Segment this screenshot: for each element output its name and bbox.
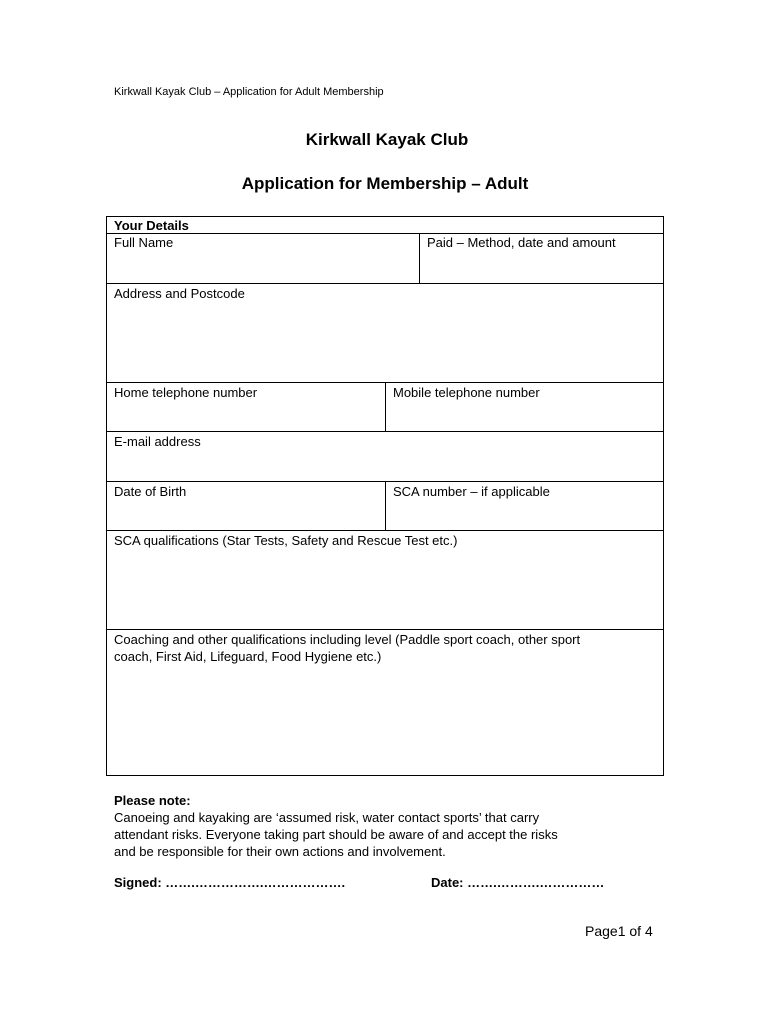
section-heading: Your Details bbox=[114, 218, 189, 233]
heading-divider bbox=[107, 233, 419, 234]
dob-label: Date of Birth bbox=[114, 484, 187, 499]
email-field[interactable] bbox=[107, 432, 663, 482]
full-name-field[interactable] bbox=[107, 217, 419, 283]
coaching-label-line1: Coaching and other qualifications including level (Paddle sport coach, other sport bbox=[114, 632, 581, 647]
row-phones bbox=[107, 382, 663, 432]
note-line: attendant risks. Everyone taking part should be aware of and accept the risks bbox=[114, 827, 558, 842]
note-heading: Please note: bbox=[114, 793, 191, 808]
sca-number-label: SCA number – if applicable bbox=[393, 484, 550, 499]
coaching-field[interactable] bbox=[107, 630, 663, 775]
form-title: Application for Membership – Adult bbox=[241, 174, 529, 193]
note-line: and be responsible for their own actions and involvement. bbox=[114, 844, 446, 859]
mobile-phone-field[interactable] bbox=[385, 383, 663, 432]
home-phone-field[interactable] bbox=[107, 383, 385, 432]
signed-field[interactable]: Signed: …….…………….………………. bbox=[114, 875, 346, 890]
club-title: Kirkwall Kayak Club bbox=[305, 130, 469, 149]
row-coaching bbox=[107, 629, 663, 775]
address-label: Address and Postcode bbox=[114, 286, 245, 301]
sca-quals-label: SCA qualifications (Star Tests, Safety and Rescue Test etc.) bbox=[114, 533, 458, 548]
please-note bbox=[114, 792, 654, 860]
email-label: E-mail address bbox=[114, 434, 201, 449]
dob-field[interactable] bbox=[107, 482, 385, 531]
sca-number-field[interactable] bbox=[385, 482, 663, 531]
coaching-label-line2: coach, First Aid, Lifeguard, Food Hygiene etc.) bbox=[114, 649, 382, 664]
date-field[interactable]: Date: …….……….…………… bbox=[431, 875, 605, 890]
row-address bbox=[107, 283, 663, 383]
mobile-phone-label: Mobile telephone number bbox=[393, 385, 540, 400]
row-dob bbox=[107, 481, 663, 531]
note-line: Canoeing and kayaking are ‘assumed risk, water contact sports’ that carry bbox=[114, 810, 540, 825]
page-number: Page1 of 4 bbox=[585, 923, 653, 939]
address-field[interactable] bbox=[107, 284, 663, 383]
running-header: Kirkwall Kayak Club – Application for Adult Membership bbox=[114, 86, 384, 98]
paid-label: Paid – Method, date and amount bbox=[427, 235, 616, 250]
row-email bbox=[107, 431, 663, 482]
sca-quals-field[interactable] bbox=[107, 531, 663, 630]
home-phone-label: Home telephone number bbox=[114, 385, 258, 400]
paid-field[interactable] bbox=[419, 233, 663, 283]
row-sca-quals bbox=[107, 530, 663, 630]
details-form bbox=[106, 216, 664, 776]
row-name bbox=[107, 217, 663, 283]
full-name-label: Full Name bbox=[114, 235, 174, 250]
